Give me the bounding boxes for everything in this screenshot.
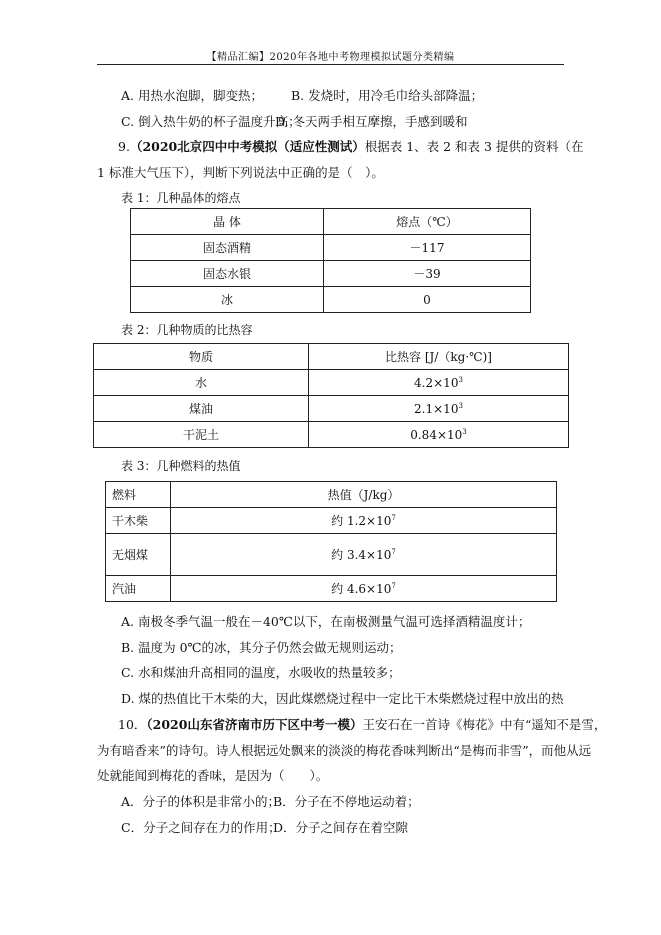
table-header-row [131, 209, 531, 235]
prev-option-d: D. 冬天两手相互摩擦，手感到暖和 [275, 114, 468, 129]
value-exponent: 7 [391, 548, 396, 556]
q10-line1 [118, 717, 606, 733]
table-row [94, 422, 569, 448]
q9-text-line2: 1 标准大气压下），判断下列说法中正确的是（ ）。 [97, 165, 384, 180]
q10-number: 10． [118, 717, 147, 732]
q9-source: （2020北京四中中考模拟（适应性测试） [129, 139, 365, 154]
table-row [94, 370, 569, 396]
q10-option-a: A．分子的体积是非常小的； [121, 794, 281, 809]
table-header-row [106, 482, 557, 508]
value-exponent: 7 [391, 514, 396, 522]
table-cell: 无烟煤 [106, 534, 171, 576]
prev-option-a: A. 用热水泡脚，脚变热； [121, 88, 263, 103]
table-cell [309, 370, 569, 396]
value-exponent: 3 [458, 401, 463, 410]
table-cell [171, 534, 557, 576]
q10-text-line3: 处就能闻到梅花的香味，是因为（ ）。 [97, 768, 329, 783]
table-cell: －117 [324, 235, 531, 261]
table-header-cell: 燃料 [106, 482, 171, 508]
table-cell [309, 422, 569, 448]
page-header: 【精品汇编】2020年各地中考物理模拟试题分类精编 [206, 52, 455, 63]
table-cell [309, 396, 569, 422]
table2-specific-heat [93, 343, 569, 448]
table-cell: 固态酒精 [131, 235, 324, 261]
table-header-row [94, 344, 569, 370]
prev-option-b: B. 发烧时，用冷毛巾给头部降温； [291, 88, 484, 103]
table2-caption: 表 2：几种物质的比热容 [121, 323, 253, 337]
q9-text-line1: 根据表 1、表 2 和表 3 提供的资料（在 [364, 139, 584, 154]
table-cell: 冰 [131, 287, 324, 313]
table-cell: －39 [324, 261, 531, 287]
table-row [106, 576, 557, 602]
table-row [106, 534, 557, 576]
table-cell: 干木柴 [106, 508, 171, 534]
table1-caption: 表 1：几种晶体的熔点 [121, 191, 241, 205]
value-mantissa: 约 3.4×10 [331, 548, 392, 562]
q10-text-line1: 王安石在一首诗《梅花》中有“遥知不是雪， [362, 717, 607, 732]
table-cell: 固态水银 [131, 261, 324, 287]
table-cell [171, 576, 557, 602]
value-mantissa: 0.84×10 [410, 427, 463, 442]
q9-option-c: C. 水和煤油升高相同的温度，水吸收的热量较多； [121, 665, 401, 680]
table-header-cell: 比热容 [J/（kg·℃)] [309, 344, 569, 370]
header-rule [97, 64, 564, 65]
value-mantissa: 2.1×10 [414, 401, 459, 416]
table-row [131, 287, 531, 313]
q9-option-b: B. 温度为 0℃的冰，其分子仍然会做无规则运动； [121, 640, 402, 655]
table-header-cell: 熔点（℃） [324, 209, 531, 235]
q10-source: （2020山东省济南市历下区中考一模） [146, 717, 363, 732]
q9-line1 [118, 139, 583, 155]
table-header-cell: 热值（J/kg） [171, 482, 557, 508]
value-exponent: 3 [462, 427, 467, 436]
table-row [131, 261, 531, 287]
q9-number: 9. [118, 139, 130, 154]
value-exponent: 3 [458, 375, 463, 384]
table-row [106, 508, 557, 534]
table-cell: 汽油 [106, 576, 171, 602]
q9-option-a: A. 南极冬季气温一般在－40℃以下，在南极测量气温可选择酒精温度计； [121, 614, 531, 629]
table-row [94, 396, 569, 422]
q10-text-line2: 为有暗香来”的诗句。诗人根据远处飘来的淡淡的梅花香味判断出“是梅而非雪”，而他从远 [97, 743, 592, 758]
table-header-cell: 物质 [94, 344, 309, 370]
table-header-cell: 晶 体 [131, 209, 324, 235]
table-cell [171, 508, 557, 534]
table-cell: 干泥土 [94, 422, 309, 448]
table-cell: 煤油 [94, 396, 309, 422]
prev-option-c: C. 倒入热牛奶的杯子温度升高； [121, 114, 301, 129]
value-mantissa: 约 4.6×10 [331, 582, 392, 596]
q10-option-c: C．分子之间存在力的作用； [121, 820, 281, 835]
table-row [131, 235, 531, 261]
table-cell: 水 [94, 370, 309, 396]
q9-option-d: D. 煤的热值比干木柴的大，因此煤燃烧过程中一定比干木柴燃烧过程中放出的热 [121, 691, 564, 706]
table-cell: 0 [324, 287, 531, 313]
table3-caption: 表 3：几种燃料的热值 [121, 459, 241, 473]
value-exponent: 7 [391, 582, 396, 590]
value-mantissa: 4.2×10 [414, 375, 459, 390]
value-mantissa: 约 1.2×10 [331, 514, 392, 528]
q10-option-b: B．分子在不停地运动着； [273, 794, 420, 809]
table1-melting-points [130, 208, 531, 313]
q10-option-d: D．分子之间存在着空隙 [273, 820, 409, 835]
table3-heat-value [105, 481, 557, 602]
